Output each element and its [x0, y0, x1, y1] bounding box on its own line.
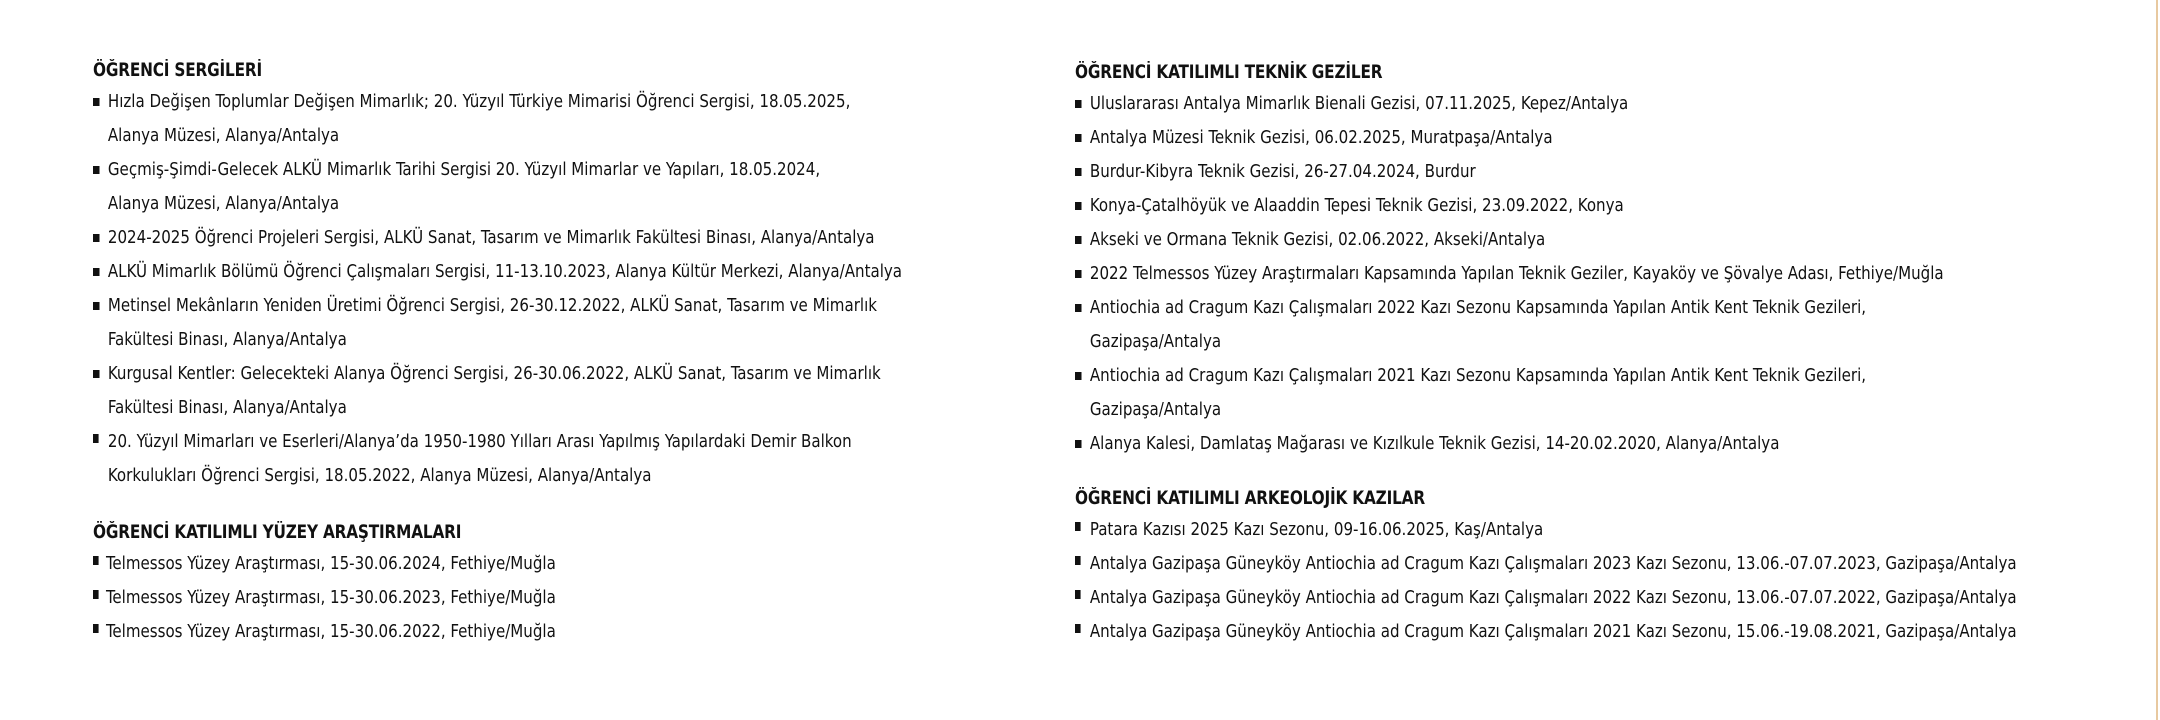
- section-heading: ÖĞRENCİ KATILIMLI TEKNİK GEZİLER: [1075, 62, 1383, 83]
- list-item: Geçmiş-Şimdi-Gelecek ALKÜ Mimarlık Tarihi Sergisi 20. Yüzyıl Mimarlar ve Yapıları, 18.05.2024, Alanya Müzesi, Alanya/Antalya: [93, 153, 902, 221]
- right-edge-divider: [2156, 0, 2158, 720]
- square-bullet-icon: [93, 590, 99, 599]
- square-bullet-icon: [1075, 202, 1082, 210]
- list-item: Telmessos Yüzey Araştırması, 15-30.06.2024, Fethiye/Muğla: [93, 547, 556, 581]
- section-student-surveys: [93, 520, 591, 649]
- square-bullet-icon: [1075, 134, 1082, 142]
- list-item: 20. Yüzyıl Mimarları ve Eserleri/Alanya’da 1950-1980 Yılları Arası Yapılmış Yapılardaki Demir Balkon Korkulukları Öğrenci Sergisi, 18.05.2022, Alanya Müzesi, Alanya/Antalya: [93, 425, 902, 493]
- section-heading: ÖĞRENCİ KATILIMLI YÜZEY ARAŞTIRMALARI: [93, 522, 462, 543]
- list-item: Antalya Gazipaşa Güneyköy Antiochia ad Cragum Kazı Çalışmaları 2023 Kazı Sezonu, 13.06.-07.07.2023, Gazipaşa/Antalya: [1075, 547, 2017, 581]
- exhibitions-list: [93, 85, 963, 493]
- list-item: ALKÜ Mimarlık Bölümü Öğrenci Çalışmaları Sergisi, 11-13.10.2023, Alanya Kültür Merkezi, Alanya/Antalya: [93, 255, 902, 289]
- list-item: Metinsel Mekânların Yeniden Üretimi Öğrenci Sergisi, 26-30.12.2022, ALKÜ Sanat, Tasarım ve Mimarlık Fakültesi Binası, Alanya/Antalya: [93, 289, 902, 357]
- list-item: Telmessos Yüzey Araştırması, 15-30.06.2022, Fethiye/Muğla: [93, 615, 556, 649]
- surveys-list: [93, 547, 591, 649]
- list-item: 2024-2025 Öğrenci Projeleri Sergisi, ALKÜ Sanat, Tasarım ve Mimarlık Fakültesi Binası, Alanya/Antalya: [93, 221, 902, 255]
- square-bullet-icon: [1075, 522, 1081, 531]
- section-heading: ÖĞRENCİ KATILIMLI ARKEOLOJİK KAZILAR: [1075, 488, 1425, 509]
- list-item: Hızla Değişen Toplumlar Değişen Mimarlık; 20. Yüzyıl Türkiye Mimarisi Öğrenci Sergisi, 18.05.2025, Alanya Müzesi, Alanya/Antalya: [93, 85, 902, 153]
- list-item: Burdur-Kibyra Teknik Gezisi, 26-27.04.2024, Burdur: [1075, 155, 1944, 189]
- list-item: Telmessos Yüzey Araştırması, 15-30.06.2023, Fethiye/Muğla: [93, 581, 556, 615]
- section-heading: ÖĞRENCİ SERGİLERİ: [93, 60, 263, 81]
- list-item: Antalya Müzesi Teknik Gezisi, 06.02.2025, Muratpaşa/Antalya: [1075, 121, 1944, 155]
- list-item: Alanya Kalesi, Damlataş Mağarası ve Kızılkule Teknik Gezisi, 14-20.02.2020, Alanya/Antalya: [1075, 427, 1944, 461]
- square-bullet-icon: [1075, 440, 1082, 448]
- list-item: Patara Kazısı 2025 Kazı Sezonu, 09-16.06.2025, Kaş/Antalya: [1075, 513, 2017, 547]
- square-bullet-icon: [93, 434, 99, 443]
- square-bullet-icon: [93, 268, 100, 276]
- square-bullet-icon: [1075, 624, 1081, 633]
- list-item: Akseki ve Ormana Teknik Gezisi, 02.06.2022, Akseki/Antalya: [1075, 223, 1944, 257]
- list-item: Antalya Gazipaşa Güneyköy Antiochia ad Cragum Kazı Çalışmaları 2021 Kazı Sezonu, 15.06.-19.08.2021, Gazipaşa/Antalya: [1075, 615, 2017, 649]
- square-bullet-icon: [93, 166, 100, 174]
- square-bullet-icon: [93, 98, 100, 106]
- list-item: Antiochia ad Cragum Kazı Çalışmaları 2022 Kazı Sezonu Kapsamında Yapılan Antik Kent Teknik Gezileri, Gazipaşa/Antalya: [1075, 291, 1944, 359]
- list-item: 2022 Telmessos Yüzey Araştırmaları Kapsamında Yapılan Teknik Geziler, Kayaköy ve Şövalye Adası, Fethiye/Muğla: [1075, 257, 1944, 291]
- square-bullet-icon: [93, 370, 100, 378]
- square-bullet-icon: [1075, 372, 1082, 380]
- technical-trips-list: [1075, 87, 2009, 461]
- square-bullet-icon: [1075, 556, 1081, 565]
- square-bullet-icon: [1075, 236, 1082, 244]
- square-bullet-icon: [93, 624, 99, 633]
- square-bullet-icon: [1075, 304, 1082, 312]
- square-bullet-icon: [1075, 168, 1082, 176]
- list-item: Antiochia ad Cragum Kazı Çalışmaları 2021 Kazı Sezonu Kapsamında Yapılan Antik Kent Teknik Gezileri, Gazipaşa/Antalya: [1075, 359, 1944, 427]
- square-bullet-icon: [93, 302, 100, 310]
- square-bullet-icon: [1075, 270, 1082, 278]
- square-bullet-icon: [93, 234, 100, 242]
- square-bullet-icon: [1075, 590, 1081, 599]
- list-item: Antalya Gazipaşa Güneyköy Antiochia ad Cragum Kazı Çalışmaları 2022 Kazı Sezonu, 13.06.-07.07.2022, Gazipaşa/Antalya: [1075, 581, 2017, 615]
- section-student-excavations: [1075, 486, 2088, 649]
- square-bullet-icon: [93, 556, 99, 565]
- excavations-list: [1075, 513, 2088, 649]
- list-item: Kurgusal Kentler: Gelecekteki Alanya Öğrenci Sergisi, 26-30.06.2022, ALKÜ Sanat, Tasarım ve Mimarlık Fakültesi Binası, Alanya/Antalya: [93, 357, 902, 425]
- square-bullet-icon: [1075, 100, 1082, 108]
- section-student-technical-trips: [1075, 60, 2009, 461]
- list-item: Uluslararası Antalya Mimarlık Bienali Gezisi, 07.11.2025, Kepez/Antalya: [1075, 87, 1944, 121]
- section-student-exhibitions: [93, 58, 963, 493]
- list-item: Konya-Çatalhöyük ve Alaaddin Tepesi Teknik Gezisi, 23.09.2022, Konya: [1075, 189, 1944, 223]
